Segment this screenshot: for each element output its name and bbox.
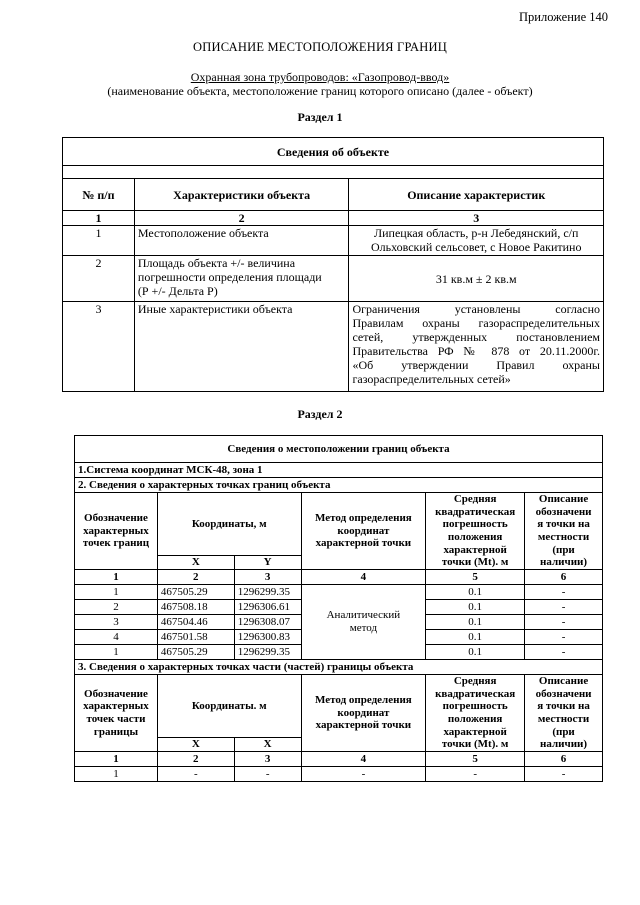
point-location: - — [525, 600, 603, 615]
col-header-coords: Координаты. м — [157, 675, 301, 738]
part-point-accuracy: - — [426, 767, 525, 782]
header-line: координат — [337, 706, 390, 719]
header-line: обозначени — [535, 505, 592, 518]
header-line: я точки на — [537, 700, 590, 713]
point-y: 1296300.83 — [234, 630, 301, 645]
col-num: 1 — [63, 211, 135, 226]
col-num: 1 — [75, 752, 158, 767]
col-num: 5 — [426, 752, 525, 767]
part-point-y: - — [234, 767, 301, 782]
desc-line: Липецкая область, р-н Лебедянский, с/п — [374, 226, 579, 240]
boundary-table-title: Сведения о местоположении границ объекта — [75, 436, 603, 463]
section1-label: Раздел 1 — [297, 110, 343, 124]
table-row — [63, 256, 604, 302]
header-line: положения — [447, 713, 503, 725]
object-name — [0, 70, 640, 85]
col-header-x: X — [157, 556, 234, 570]
point-accuracy: 0.1 — [426, 630, 525, 645]
header-line: погрешность — [442, 700, 508, 713]
point-x: 467505.29 — [157, 645, 234, 660]
header-line: Средняя — [453, 493, 497, 506]
point-y: 1296306.61 — [234, 600, 301, 615]
document-title — [0, 40, 640, 55]
row-desc — [349, 302, 604, 392]
col-header-accuracy — [426, 493, 525, 570]
part-point-name: 1 — [75, 767, 158, 782]
header-line: местности — [537, 713, 590, 725]
point-accuracy: 0.1 — [426, 615, 525, 630]
row-desc: 31 кв.м ± 2 кв.м — [349, 256, 604, 302]
part2-title: 2. Сведения о характерных точках границ объекта — [75, 478, 603, 493]
col-num: 2 — [157, 752, 234, 767]
point-y: 1296299.35 — [234, 585, 301, 600]
table-row — [75, 767, 603, 782]
col-header-x: X — [157, 738, 234, 752]
col-header-method — [301, 675, 426, 752]
row-no: 1 — [63, 226, 135, 256]
desc-line: сетей, утвержденных постановлением — [352, 330, 600, 344]
point-location: - — [525, 630, 603, 645]
document-title-text: ОПИСАНИЕ МЕСТОПОЛОЖЕНИЯ ГРАНИЦ — [193, 40, 447, 54]
char-line: Площадь объекта +/- величина — [137, 256, 296, 270]
header-line: точки (Mt). м — [441, 556, 509, 569]
row-char: Иные характеристики объекта — [134, 302, 349, 392]
boundary-table — [74, 435, 603, 782]
row-desc — [349, 226, 604, 256]
point-name: 3 — [75, 615, 158, 630]
table-row — [63, 302, 604, 392]
point-x: 467504.46 — [157, 615, 234, 630]
char-line: (Р +/- Дельта Р) — [137, 284, 218, 298]
header-line: Описание — [538, 493, 589, 506]
point-accuracy: 0.1 — [426, 585, 525, 600]
col-num: 2 — [157, 570, 234, 585]
desc-line: Ольховский сельсовет, с Новое Ракитино — [370, 240, 582, 254]
header-line: местности — [537, 531, 590, 543]
method-line: Аналитический — [326, 609, 401, 622]
point-location: - — [525, 645, 603, 660]
spacer-row — [63, 166, 604, 179]
col-num: 2 — [134, 211, 349, 226]
col-num: 3 — [349, 211, 604, 226]
col-header-no — [63, 179, 135, 211]
point-y: 1296308.07 — [234, 615, 301, 630]
header-line: Обозначение — [84, 512, 148, 525]
row-no: 2 — [63, 256, 135, 302]
header-line: квадратическая — [435, 505, 516, 518]
header-line: положения — [447, 531, 503, 543]
header-line: квадратическая — [435, 687, 516, 700]
header-line: границы — [93, 725, 139, 738]
header-line: Средняя — [453, 675, 497, 688]
col-header-y: X — [234, 738, 301, 752]
desc-line: газораспределительных сетей» — [352, 372, 511, 386]
object-name-caption: (наименование объекта, местоположение границ которого описано (далее - объект) — [107, 84, 533, 98]
point-location: - — [525, 615, 603, 630]
col-header-y: Y — [234, 556, 301, 570]
point-x: 467505.29 — [157, 585, 234, 600]
header-line: Обозначение — [84, 687, 148, 700]
col-header-method — [301, 493, 426, 570]
header-line: точек границ — [82, 537, 150, 550]
point-name: 1 — [75, 645, 158, 660]
header-line: характерной — [443, 543, 507, 556]
col-num: 1 — [75, 570, 158, 585]
object-info-title: Сведения об объекте — [63, 138, 604, 166]
header-line: координат — [337, 524, 390, 537]
col-num: 5 — [426, 570, 525, 585]
table-row — [75, 585, 603, 600]
col-header-location — [525, 493, 603, 570]
header-line: Метод определения — [315, 694, 412, 707]
header-line: наличии) — [540, 738, 588, 751]
point-location: - — [525, 585, 603, 600]
header-line: точек части — [86, 713, 146, 725]
part3-title: 3. Сведения о характерных точках части (частей) границы объекта — [75, 660, 603, 675]
header-line: характерных — [83, 524, 149, 537]
part-point-method: - — [301, 767, 426, 782]
header-line: Метод определения — [315, 512, 412, 525]
col-header-accuracy — [426, 675, 525, 752]
point-name: 4 — [75, 630, 158, 645]
object-name-text: Охранная зона трубопроводов: «Газопровод-ввод» — [190, 70, 450, 84]
col-header-designation — [75, 493, 158, 570]
col-num: 4 — [301, 752, 426, 767]
header-line: характерной — [443, 725, 507, 738]
object-info-table — [62, 137, 604, 392]
point-accuracy: 0.1 — [426, 645, 525, 660]
header-line: Описание — [538, 675, 589, 688]
col-header-char: Характеристики объекта — [134, 179, 349, 211]
desc-line: «Об утверждении Правил охраны — [352, 358, 600, 372]
method-cell — [301, 585, 426, 660]
header-line: характерной точки — [315, 719, 412, 732]
coordinate-system: 1.Система координат МСК-48, зона 1 — [75, 463, 603, 478]
char-line: погрешности определения площади — [137, 270, 322, 284]
col-num: 4 — [301, 570, 426, 585]
point-y: 1296299.35 — [234, 645, 301, 660]
header-line: (при — [552, 543, 575, 556]
col-header-no-text: № п/п — [82, 187, 115, 202]
col-num: 6 — [525, 752, 603, 767]
col-header-desc: Описание характеристик — [349, 179, 604, 211]
header-line: я точки на — [537, 518, 590, 531]
point-accuracy: 0.1 — [426, 600, 525, 615]
header-line: точки (Mt). м — [441, 738, 509, 751]
header-line: (при — [552, 725, 575, 738]
appendix-number: Приложение 140 — [519, 10, 608, 24]
desc-line: Правительства РФ № 878 от 20.11.2000г. — [352, 344, 600, 358]
col-num: 6 — [525, 570, 603, 585]
col-header-coords: Координаты, м — [157, 493, 301, 556]
header-line: обозначени — [535, 687, 592, 700]
col-header-designation — [75, 675, 158, 752]
method-line: метод — [349, 622, 378, 634]
row-no: 3 — [63, 302, 135, 392]
col-header-location — [525, 675, 603, 752]
header-line: наличии) — [540, 556, 588, 569]
header-line: характерных — [83, 700, 149, 713]
row-char: Местоположение объекта — [134, 226, 349, 256]
part-point-location: - — [525, 767, 603, 782]
col-num: 3 — [234, 570, 301, 585]
row-char — [134, 256, 349, 302]
col-num: 3 — [234, 752, 301, 767]
point-x: 467501.58 — [157, 630, 234, 645]
point-name: 2 — [75, 600, 158, 615]
desc-line: Ограничения установлены согласно — [352, 302, 600, 316]
section2-label: Раздел 2 — [297, 407, 343, 421]
point-name: 1 — [75, 585, 158, 600]
point-x: 467508.18 — [157, 600, 234, 615]
header-line: погрешность — [442, 518, 508, 531]
table-row — [63, 226, 604, 256]
header-line: характерной точки — [315, 537, 412, 550]
part-point-x: - — [157, 767, 234, 782]
desc-line: Правилам охраны газораспределительных — [352, 316, 600, 330]
